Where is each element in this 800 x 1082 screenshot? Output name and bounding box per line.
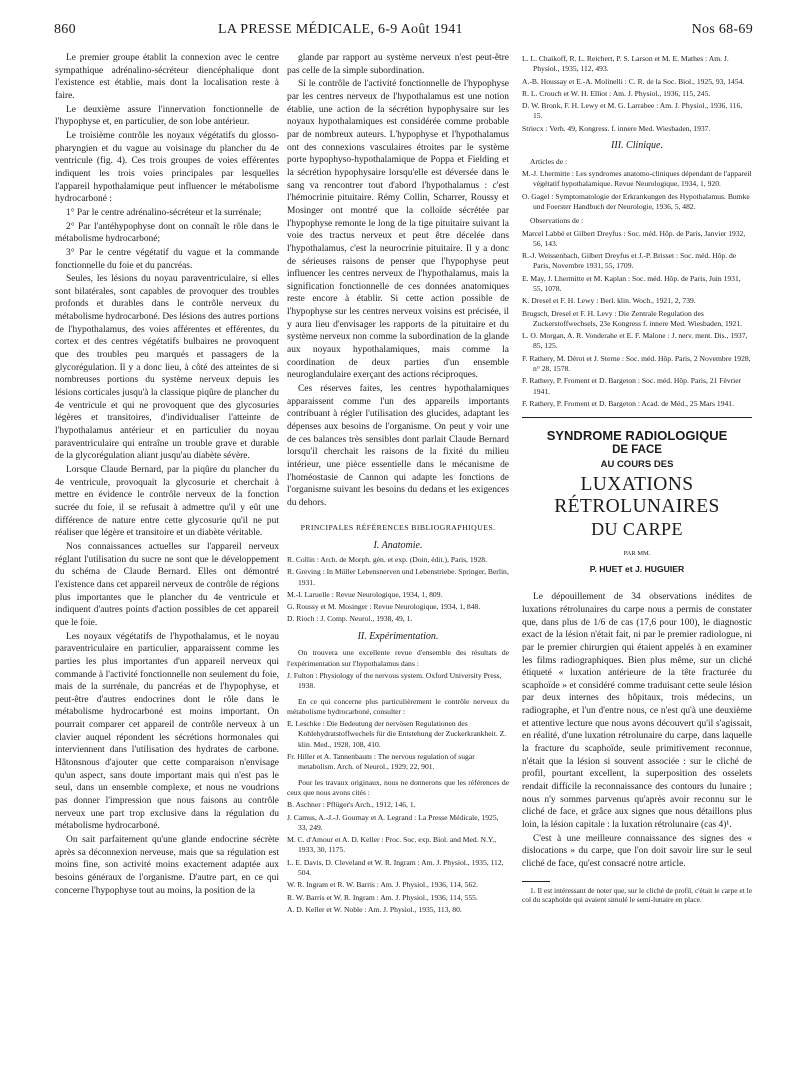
reference-entry: L. E. Davis, D. Cleveland et W. R. Ingram : Am. J. Physiol., 1935, 112, 504. [287,857,504,878]
paragraph: 3° Par le centre végétatif du vague et la commande fonctionnelle du foie et du pancréas. [55,247,279,271]
page-header [50,22,753,40]
references-original [287,800,509,915]
reference-entry: Striecx : Verh. 49, Kongress. f. innere Med. Wiesbaden, 1937. [522,123,711,133]
references-exp-intro3: Pour les travaux originaux, nous ne donnerons que les références de ceux que nous avons cités : [287,777,509,797]
reference-entry: M.-J. Lhermitte : Les syndromes anatomo-cliniques dépendant de l'appareil végétatif hypothalamique. Revue Neurologique, 1934, 1, 920. [522,169,752,189]
paragraph: Le troisième contrôle les noyaux végétatifs du glosso-pharyngien et du vague au voisinage du plancher du 4e ventricule (fig. 4). Ces trois groupes de voies efférentes indiquent les trois voies principales par lesquelles l'appareil hypothalamique peut influencer le métabolisme hydrocarboné : [55,130,279,205]
article-title-line2: DE FACE [612,444,662,457]
references-heading: PRINCIPALES RÉFÉRENCES BIBLIOGRAPHIQUES. [300,522,496,532]
references-exp-intro: On trouvera une excellente revue d'ensemble des résultats de l'expérimentation sur l'hypothalamus dans : [287,648,509,668]
reference-entry: J. Fulton : Physiology of the nervous system. Oxford University Press, 1938. [287,670,502,691]
column-right [522,52,752,905]
article-byline-prefix: PAR MM. [623,549,651,557]
references-section-anatomy: I. Anatomie. [373,540,423,552]
observations-intro: Observations de : [530,216,584,226]
reference-entry: F. Rathery, P. Froment et D. Bargeton : Acad. de Méd., 25 Mars 1941. [522,398,734,408]
reference-entry: L. L. Chaikoff, R. L. Reichert, P. S. Larson et M. E. Mathes : Am. J. Physiol., 1935, 112, 493. [522,54,729,74]
references-clinical [522,169,752,212]
issue-numbers: Nos 68-69 [691,22,753,37]
references-section-clinique: III. Clinique. [611,140,663,152]
paragraph: Le deuxième assure l'innervation fonctionnelle de l'hypophyse et, en particulier, de son lobe antérieur. [55,104,279,128]
reference-entry: D. Rioch : J. Comp. Neurol., 1938, 49, 1. [287,614,413,624]
reference-entry: F. Rathery, P. Froment et D. Bargeton : Soc. méd. Hôp. Paris, 21 Février 1941. [522,376,742,396]
reference-entry: O. Gagel : Symptomatologie der Erkrankungen des Hypothalamus. Bumke und Foerster Handbuch der Neurologie, 1936, 5, 482. [522,191,750,211]
paragraph: Nos connaissances actuelles sur l'appareil nerveux réglant l'utilisation du sucre ne sont que le développement du schéma de Claude Bernard. Elles ont démontré l'existence dans cet appareil nerveux de contrôle de régions plus importantes que le plancher du 4e ventricule et indiquent d'autres points d'action possibles de cet appareil que le foie. [55,541,279,628]
reference-entry: A.-B. Houssay et E.-A. Molinelli : C. R. de la Soc. Biol., 1925, 93, 1454. [522,76,745,86]
references-review [287,671,509,692]
article-title-line5: DU CARPE [591,518,683,539]
reference-entry: Marcel Labbé et Gilbert Dreyfus : Soc. méd. Hôp. de Paris, Janvier 1932, 56, 143. [522,228,746,248]
paragraph: Les noyaux végétatifs de l'hypothalamus, et le noyau paraventriculaire en particulier, apparaissent comme les parties les plus importantes d'un appareil nerveux qui commande à l'activité fonctionnelle non seulement du foie, mais de la surrénale, du pancréas et de l'hypophyse, et peut-être d'autres endocrines dont le rôle dans le métabolisme hydrocarboné est moins important. On pourrait comparer cet appareil de contrôle nerveux à un clavier auquel répondent les sécrétions hormonales qui interviennent dans l'utilisation des hydrates de carbone. Hâtonsnous d'ajouter que cette comparaison n'envisage qu'un aspect, sans doute important mais qui n'est pas le seul, dans un ensemble complexe, et nous ne voudrions pas donner l'impression que nous faisons au contrôle nerveux une part trop exclusive dans la régulation du métabolisme hydrocarboné. [55,631,279,832]
footnote-divider [522,881,550,882]
column-middle-text [287,52,509,510]
column-left [55,52,279,897]
reference-entry: F. Rathery, M. Dérot et J. Sterne : Soc. méd. Hôp. Paris, 2 Novembre 1928, n° 28, 1578. [522,353,751,374]
reference-entry: K. Dresel et F. H. Lewy : Berl. klin. Woch., 1921, 2, 739. [522,296,696,306]
article-title-line1: SYNDROME RADIOLOGIQUE [546,428,728,444]
reference-entry: E. Leschke : Die Bedeutung der nervösen Regulationen des Kohlehydratstoffwechels für die Entstehung der Zuckerkrankheit. Z. klin. Med., 1928, 108, 410. [287,719,507,749]
reference-entry: R. Collin : Arch. de Morph. gén. et exp. (Doin, édit.), Paris, 1928. [287,554,487,564]
reference-entry: E. May, J. Lhermitte et M. Kaplan : Soc. méd. Hôp. de Paris, Juin 1931, 55, 1078. [522,273,741,293]
references-observations [522,229,752,410]
reference-entry: Brugsch, Dresel et F. H. Levy : Die Zentrale Regulation des Zuckerstoffwechsels, 23e Kongress f. innere Med. Wiesbaden, 1921. [522,308,743,328]
reference-entry: G. Roussy et M. Mosinger : Revue Neurologique, 1934, 1, 848. [287,602,481,612]
column-middle [287,52,509,915]
reference-entry: L. O. Morgan, A. R. Vonderahe et E. F. Malone : J. nerv. ment. Dis., 1937, 85, 125. [522,331,748,351]
article-title-line3: AU COURS DES [600,459,674,471]
clinical-intro: Articles de : [530,156,568,166]
section-divider [522,417,752,418]
page-number: 860 [54,22,76,37]
paragraph: Le dépouillement de 34 observations inédites de luxations rétrolunaires du carpe nous a permis de constater que, dans plus de 1/6 de cas (17,6 pour 100), le diagnostic exact de la lésion n'était fait, ni par le premier radiologue, ni par le premier chirurgien qui étaient appelés à en examiner les films radiographiques. Bien plus même, sur un cliché étiqueté « luxation antérieure de la tête fracturée du scaphoïde » et considéré comme traduisant cette seule lésion par deux internes des hôpitaux, trois médecins, un radiographe, et l'un d'entre nous, ce n'est qu'à une deuxième et attentive lecture que nous avons découvert qu'il s'agissait, en réalité, d'une luxation rétrolunaire du carpe, dans laquelle la fracture du scaphoïde, seule primitivement reconnue, n'était que la lésion si souvent associée : sur le cliché de profil, pourtant excellent, la superposition des osselets rendait difficile la reconnaissance des contours du lunaire ; nous n'y sommes parvenus qu'après avoir reconnu sur le cliché de face, et grâce aux signes que nous détaillons plus loin, la lésion capitale : la luxation rétrolunaire (cas 4)¹. [522,592,752,831]
references-control [287,719,509,772]
footnote: 1. Il est intéressant de noter que, sur le cliché de profil, c'était le carpe et le col du scaphoïde qui avaient simulé le semi-lunaire en place. [522,885,752,905]
paragraph: 2° Par l'antéhypophyse dont on connaît le rôle dans le métabolisme hydrocarboné; [55,221,279,245]
reference-entry: M. C. d'Amour et A. D. Keller : Proc. Soc. exp. Biol. and Med. N.Y., 1933, 30, 1175. [287,835,497,855]
reference-entry: R. W. Barris et W. R. Ingram : Am. J. Physiol., 1936, 114, 555. [287,892,478,902]
references-anatomy [287,555,509,625]
reference-entry: A. D. Keller et W. Noble : Am. J. Physiol., 1935, 113, 80. [287,904,462,914]
journal-title: LA PRESSE MÉDICALE, 6-9 Août 1941 [218,22,463,37]
reference-entry: Fr. Hiller et A. Tannenbaum : The nervous regulation of sugar metabolism. Arch. of Neurol., 1929, 22, 901. [287,752,475,772]
paragraph: Le premier groupe établit la connexion avec le centre sympathique adrénalino-sécréteur diencéphalique dont l'existence est établie, mais dont la localisation reste à faire. [55,53,279,101]
reference-entry: J. Camus, A.-J.-J. Gournay et A. Legrand : La Presse Médicale, 1925, 33, 249. [287,812,499,832]
paragraph: Si le contrôle de l'activité fonctionnelle de l'hypophyse par les centres nerveux de l'hypothalamus est une notion établie, une action de la sécrétion hypophysaire sur les noyaux hypothalamiques est considérée comme probable par de nombreux auteurs. L'hypophyse et l'hypothalamus ont des connexions vasculaires étroites par le système porte hypophyso-hypothalamique de Poppa et Fielding et la sécrétion hypophysaire lorsqu'elle est déversée dans le sang va rencontrer tout d'abord l'hypothalamus : c'est l'hémocrinie pituitaire. Rémy Collin, Scharrer, Roussy et Mosinger ont montré que la colloïde sécrétée par l'hypophyse remonte le long de la tige pituitaire suivant la voie des tractus nerveux et peut être décelée dans l'hypothalamus, c'est la neurocrinie pituitaire. Il y a donc de sérieuses raisons de penser que l'hypophyse peut influencer les centres nerveux de l'hypothalamus, mais la signification fonctionnelle de ces données anatomiques reste encore à établir. Si cette action possible de l'hypophyse sur les centres nerveux voisins est précisée, il y aura lieu d'envisager les rapports de la pituitaire et du système nerveux non comme la subordination de la glande aux noyaux hypothalamiques, mais comme la coordination de deux parties d'un ensemble neuroglandulaire exerçant des actions réciproques. [287,79,509,381]
references-section-experimentation: II. Expérimentation. [357,630,439,642]
references-exp-intro2: En ce qui concerne plus particulièrement le contrôle nerveux du métabolisme hydrocarboné, consulter : [287,696,509,716]
reference-entry: R.-J. Weissenbach, Gilbert Dreyfus et J.-P. Brisset : Soc. méd. Hôp. de Paris, Novembre 1931, 55, 1709. [522,251,737,271]
paragraph: Lorsque Claude Bernard, par la piqûre du plancher du 4e ventricule, provoquait la glycosurie et cherchait à mettre en évidence le contrôle nerveux de la fonction sucrée du foie, il se refusait à admettre qu'il y eût une différence de nature entre cette glycosurie qu'il ne put réaliser que légère et transitoire et un diabète véritable. [55,465,279,539]
paragraph: C'est à une meilleure connaissance des signes des « dislocations » du carpe, que l'on doit savoir lire sur le seul cliché de face, qu'est consacré notre article. [522,833,752,870]
reference-entry: M.-I. Laruelle : Revue Neurologique, 1934, 1, 809. [287,589,443,599]
article-title-line4: LUXATIONS RÉTROLUNAIRES [554,473,720,517]
reference-entry: W. R. Ingram et R. W. Barris : Am. J. Physiol., 1936, 114, 562. [287,880,478,890]
paragraph: Seules, les lésions du noyau paraventriculaire, si elles sont bilatérales, sont capables de provoquer des troubles profonds et durables dans le contrôle nerveux du métabolisme hydrocarboné. Des lésions des autres portions de l'hypothalamus, des voies afférentes et efférentes, du cortex et des centres végétatifs bulbaires ne provoquent que des troubles peu marqués et passagers de la glycorégulation. Il y a donc lieu, à côté des atteintes de si nombreuses portions du système nerveux depuis les lésions corticales jusqu'à la classique piqûre de plancher du 4e ventricule et qui ne provoquent que des glycosuries légères et transitoires, d'individualiser l'atteinte de l'hypothalamus antérieur et en particulier du noyau paraventriculaire qui entraîne un trouble grave et durable de la glycorégulation aliant jusqu'au diabète sévère. [55,274,279,462]
paragraph: Ces réserves faites, les centres hypothalamiques apparaissent comme l'un des appareils importants contribuant à régler l'utilisation des glucides, adaptant les dépenses aux besoins de l'organisme. On peut y voir une de ces balances très sensibles dont parlait Claude Bernard lorsqu'il cherchait les raisons de la fixité du milieu intérieur, une pièce essentielle dans le mécanisme de l'homéostasie de Cannon qui adapte les fonctions de l'organisme suivant les besoins du dedans et les exigences du dehors. [287,384,509,508]
paragraph: On sait parfaitement qu'une glande endocrine sécrète après sa déconnexion nerveuse, mais que sa régulation est moins fine, son activité moins exactement adaptée aux besoins généraux de l'organisme. D'autre part, en ce qui concerne l'hypophyse tout au moins, la position de la [55,835,279,896]
paragraph: 1° Par le centre adrénalino-sécréteur et la surrénale; [66,207,262,218]
reference-entry: R. L. Crouch et W. H. Elliot : Am. J. Physiol., 1936, 115, 245. [522,88,711,98]
article-body [522,591,752,870]
references-original-continued [522,54,752,134]
reference-entry: D. W. Bronk, F. H. Lewy et M. G. Larrabee : Am. J. Physiol., 1936, 116, 15. [522,101,743,121]
paragraph: glande par rapport au système nerveux n'est peut-être pas celle de la simple subordination. [287,53,509,76]
reference-entry: B. Aschner : Pflüger's Arch., 1912, 146, 1. [287,800,416,810]
article-authors: P. HUET et J. HUGUIER [589,563,685,574]
reference-entry: R. Greving : In Müller Lebensnerven und Lebenstriebe. Springer, Berlin, 1931. [287,567,509,587]
